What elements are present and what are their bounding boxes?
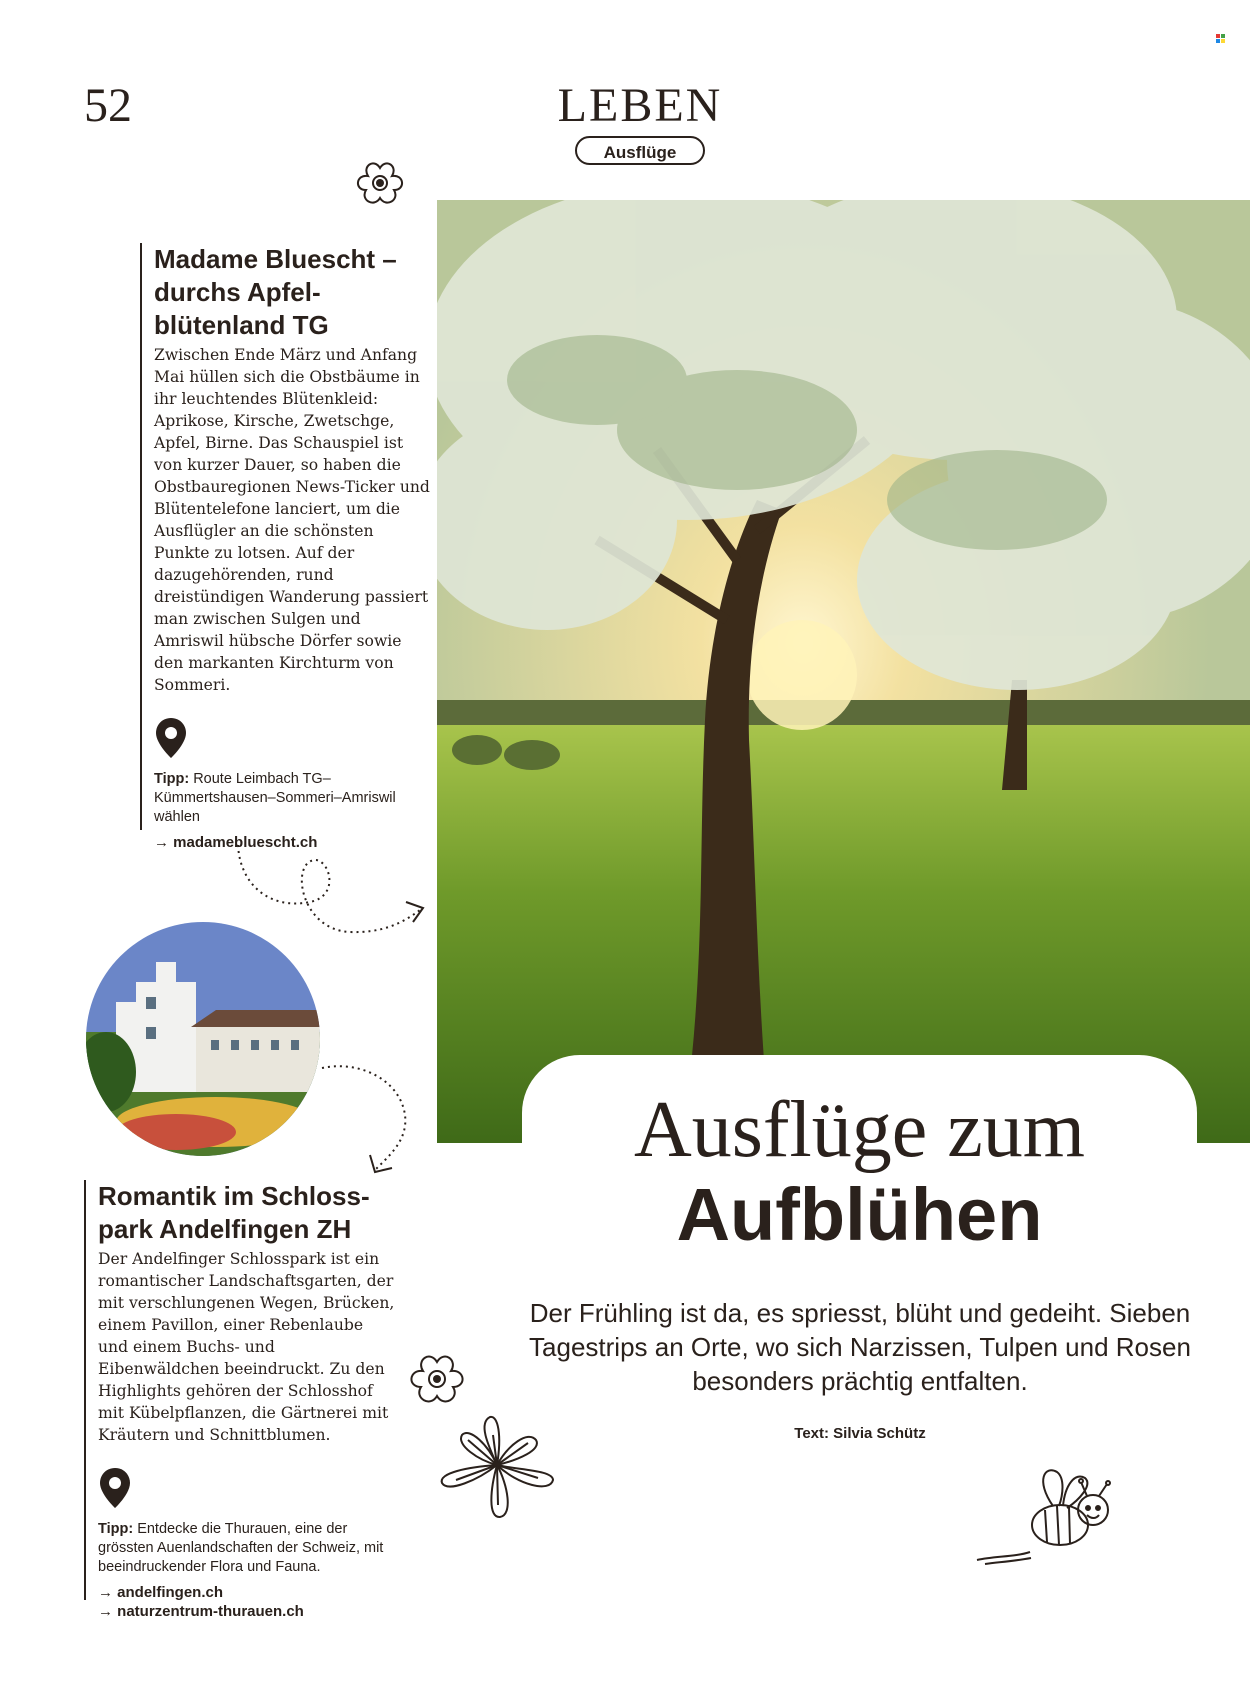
- tip: [154, 770, 434, 827]
- link-andelfingen[interactable]: → andelfingen.ch: [98, 1584, 224, 1601]
- link-naturzentrum-thurauen[interactable]: → naturzentrum-thurauen.ch: [98, 1603, 304, 1620]
- author-credit: Text: Silvia Schütz: [794, 1425, 926, 1442]
- dotted-arrow-doodle-icon: [320, 1060, 420, 1180]
- bee-doodle-icon: [975, 1460, 1135, 1565]
- location-pin-icon: [98, 1466, 132, 1510]
- headline-line2: Aufblühen: [676, 1173, 1043, 1256]
- article-schlosspark-andelfingen: [84, 1180, 398, 1620]
- location-pin-icon: [154, 716, 188, 760]
- headline-line1: Ausflüge zum: [633, 1086, 1085, 1174]
- article-madame-bluescht: [140, 243, 434, 851]
- brand-logo-icon: [1216, 34, 1225, 43]
- tip-label: Tipp:: [154, 771, 190, 787]
- article-body: Der Andelfinger Schlosspark ist ein romantischer Landschaftsgarten, der mit verschlungenen Wegen, Brücken, einem Pavillon, einer Rebenlaube und einem Buchs- und Eibenwäldchen beeindruckt. Zu den Highlights gehören der Schlosshof mit Kübelpflanzen, die Gärtnerei mit Kräutern und Schnittblumen.: [98, 1250, 395, 1444]
- flower-doodle-icon: [352, 160, 408, 212]
- flower-doodle-icon: [405, 1352, 469, 1412]
- lead-paragraph: Der Frühling ist da, es spriesst, blüht und gedeiht. Sieben Tagestrips an Orte, wo sich Narzissen, Tulpen und Rosen besonders prächtig entfalten.: [529, 1298, 1191, 1396]
- article-title: Madame Bluescht – durchs Apfel-blütenland TG: [154, 244, 397, 340]
- section-title: LEBEN: [557, 79, 723, 132]
- hero-photo-blossom-tree: [437, 200, 1250, 1143]
- large-flower-doodle-icon: [438, 1415, 556, 1520]
- dotted-arrow-doodle-icon: [230, 840, 430, 940]
- castle-photo-andelfingen: [86, 922, 320, 1156]
- tip-text: Route Leimbach TG–Kümmertshausen–Sommeri–Amriswil wählen: [154, 771, 396, 825]
- page-number: 52: [84, 79, 132, 132]
- article-body: Zwischen Ende März und Anfang Mai hüllen sich die Obstbäume in ihr leuchtendes Blütenkleid: Aprikose, Kirsche, Zwetschge, Apfel, Birne. Das Schauspiel ist von kurzer Dauer, so haben die Obstbauregionen News-Ticker und Blütentelefone lanciert, um die Ausflügler an die schönsten Punkte zu lotsen. Auf der dazugehörenden, rund dreistündigen Wanderung passiert man zwischen Sulgen und Amriswil hübsche Dörfer sowie den markanten Kirchturm von Sommeri.: [154, 346, 430, 694]
- tip: [98, 1520, 398, 1577]
- tip-label: Tipp:: [98, 1521, 134, 1537]
- section-tag: Ausflüge: [575, 136, 705, 165]
- article-title: Romantik im Schloss-park Andelfingen ZH: [98, 1181, 370, 1244]
- tip-text: Entdecke die Thurauen, eine der grössten Auenlandschaften der Schweiz, mit beeindruckender Flora und Fauna.: [98, 1521, 384, 1575]
- link-madamebluescht[interactable]: → madamebluescht.ch: [154, 834, 318, 851]
